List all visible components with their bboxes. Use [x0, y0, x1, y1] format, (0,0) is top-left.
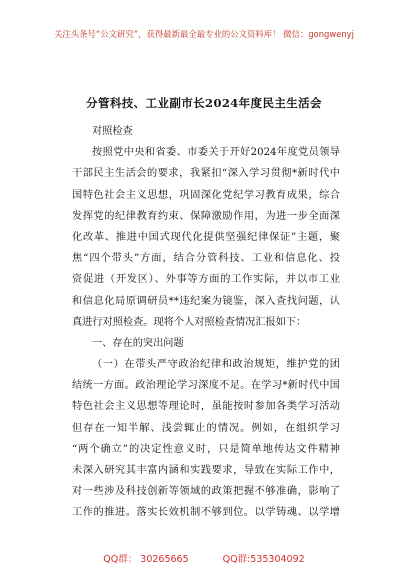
document-title: 分管科技、工业副市长2024年度民主生活会	[86, 96, 322, 110]
paragraph-line: 资促进（开发区）、外事等方面的工作实际，并以市工业	[72, 274, 340, 286]
paragraph-line: 工作的推进。落实长效机制不够到位。以学铸魂、以学增	[72, 507, 340, 519]
paragraph-line: 国特色社会主义思想，巩固深化党纪学习教育成果，综合	[72, 189, 340, 201]
paragraph-line: 结统一方面。政治理论学习深度不足。在学习*新时代中国	[72, 380, 340, 392]
paragraph-line: 发挥党的纪律教育约束、保障激励作用，为进一步全面深	[72, 210, 340, 222]
footer-qq-group-2: QQ群:535304092	[222, 554, 305, 565]
paragraph-line: “两个确立”的决定性意义时，只是简单地传达文件精神	[72, 443, 340, 455]
paragraph-line: 未深入研究其丰富内涵和实践要求，导致在实际工作中，	[72, 465, 340, 476]
paragraph-line: 对一些涉及科技创新等领域的政策把握不够准确，影响了	[72, 486, 340, 498]
paragraph-line: 真进行对照检查。现将个人对照检查情况汇报如下：	[72, 316, 307, 328]
paragraph-line: 按照党中央和省委、市委关于开好2024年度党员领导	[92, 147, 340, 159]
paragraph-line: 但存在一知半解、浅尝辄止的情况。例如，在组织学习	[72, 422, 340, 434]
paragraph-line: 和信息化局原调研员**违纪案为镜鉴，深入查找问题，认	[72, 295, 340, 307]
paragraph-1	[72, 142, 340, 333]
paragraph-line: （一）在带头严守政治纪律和政治规矩，维护党的团	[92, 359, 340, 371]
paragraph-2	[72, 354, 340, 524]
footer-contact	[0, 551, 408, 565]
subheading-problems: 一、存在的突出问题	[92, 337, 184, 349]
document-body	[72, 121, 340, 524]
paragraph-line: 化改革、推进中国式现代化提供坚强纪律保证”主题，聚	[72, 231, 340, 243]
paragraph-line: 特色社会主义思想等理论时，虽能按时参加各类学习活动	[72, 401, 340, 413]
section-heading: 对照检查	[92, 126, 133, 137]
header-banner: 关注头条号“公文研究”，获得最新最全最专业的公文资料库！ 微信：gongwenyj	[54, 29, 354, 39]
footer-qq-group-1: QQ群： 30265665	[103, 554, 189, 565]
paragraph-line: 干部民主生活会的要求，我紧扣“深入学习贯彻*新时代中	[72, 168, 340, 180]
paragraph-line: 焦“四个带头”方面，结合分管科技、工业和信息化、投	[72, 253, 340, 265]
